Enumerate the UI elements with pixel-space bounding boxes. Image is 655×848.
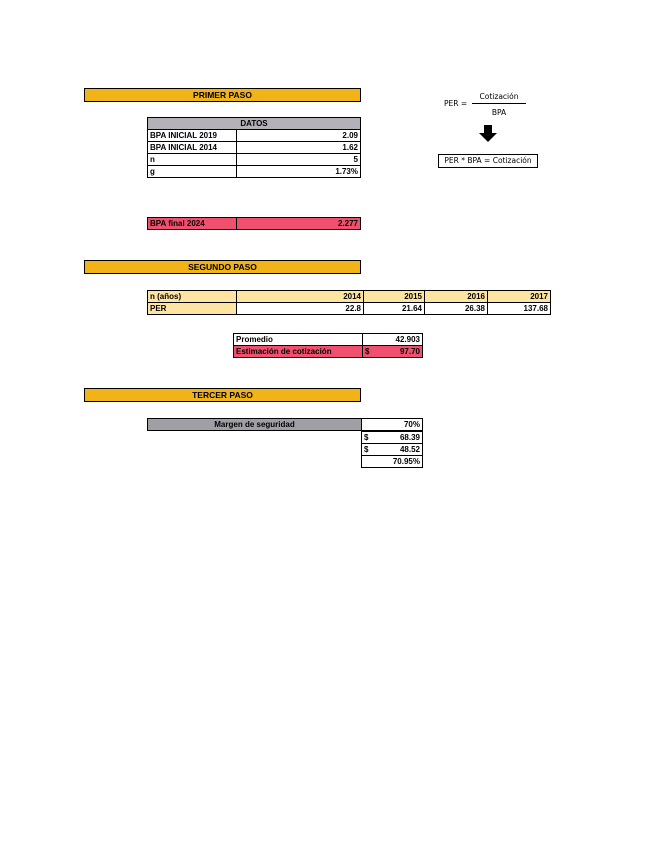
- arrow-down-icon: [479, 125, 497, 142]
- per-value: 22.8: [237, 303, 364, 315]
- formula-lhs: PER =: [444, 99, 468, 108]
- year-cell: 2017: [488, 291, 551, 303]
- bpa-2014-label: BPA INICIAL 2014: [148, 142, 237, 154]
- bpa-2014-value: 1.62: [237, 142, 361, 154]
- value3: 70.95%: [362, 456, 423, 468]
- estimacion-label: Estimación de cotización: [234, 346, 363, 358]
- value2-cell: [362, 444, 423, 456]
- table-row: [362, 456, 423, 468]
- bpa-2019-value: 2.09: [237, 130, 361, 142]
- datos-table: [147, 117, 361, 178]
- primer-paso-header: PRIMER PASO: [84, 88, 361, 102]
- estimacion-value: 97.70: [399, 346, 420, 356]
- table-row: [148, 419, 423, 431]
- table-row: [148, 142, 361, 154]
- year-label: n (años): [148, 291, 237, 303]
- table-row: [234, 334, 423, 346]
- per-value: 26.38: [425, 303, 488, 315]
- promedio-label: Promedio: [234, 334, 363, 346]
- year-cell: 2014: [237, 291, 364, 303]
- segundo-paso-header: SEGUNDO PASO: [84, 260, 361, 274]
- bpa-final-value: 2.277: [237, 218, 361, 230]
- margen-results-table: [361, 431, 423, 468]
- fraction-bar: [472, 103, 526, 104]
- table-row: [148, 291, 551, 303]
- n-value: 5: [237, 154, 361, 166]
- value2: 48.52: [399, 444, 420, 454]
- bpa-2019-label: BPA INICIAL 2019: [148, 130, 237, 142]
- table-row: [148, 166, 361, 178]
- promedio-table: [233, 333, 423, 358]
- margen-table: [147, 418, 423, 431]
- g-label: g: [148, 166, 237, 178]
- table-row: [148, 154, 361, 166]
- value1: 68.39: [399, 432, 420, 442]
- per-value: 137.68: [488, 303, 551, 315]
- n-label: n: [148, 154, 237, 166]
- margen-label: Margen de seguridad: [148, 419, 362, 431]
- formula-denominator: BPA: [491, 108, 507, 117]
- table-row: [148, 303, 551, 315]
- bpa-final-table: [147, 217, 361, 230]
- currency-symbol: $: [365, 346, 370, 356]
- formula-numerator: Cotización: [479, 92, 519, 101]
- table-row: [362, 444, 423, 456]
- estimacion-cell: [363, 346, 423, 358]
- per-table: [147, 290, 551, 315]
- per-label: PER: [148, 303, 237, 315]
- g-value: 1.73%: [237, 166, 361, 178]
- per-value: 21.64: [364, 303, 425, 315]
- datos-title: DATOS: [148, 118, 361, 130]
- promedio-value: 42.903: [363, 334, 423, 346]
- margen-value: 70%: [362, 419, 423, 431]
- bpa-final-label: BPA final 2024: [148, 218, 237, 230]
- value1-cell: [362, 432, 423, 444]
- table-row: [148, 130, 361, 142]
- currency-symbol: $: [364, 444, 369, 454]
- table-row: [362, 432, 423, 444]
- year-cell: 2015: [364, 291, 425, 303]
- table-row: [234, 346, 423, 358]
- currency-symbol: $: [364, 432, 369, 442]
- year-cell: 2016: [425, 291, 488, 303]
- tercer-paso-header: TERCER PASO: [84, 388, 361, 402]
- formula-result: PER * BPA = Cotización: [438, 154, 538, 168]
